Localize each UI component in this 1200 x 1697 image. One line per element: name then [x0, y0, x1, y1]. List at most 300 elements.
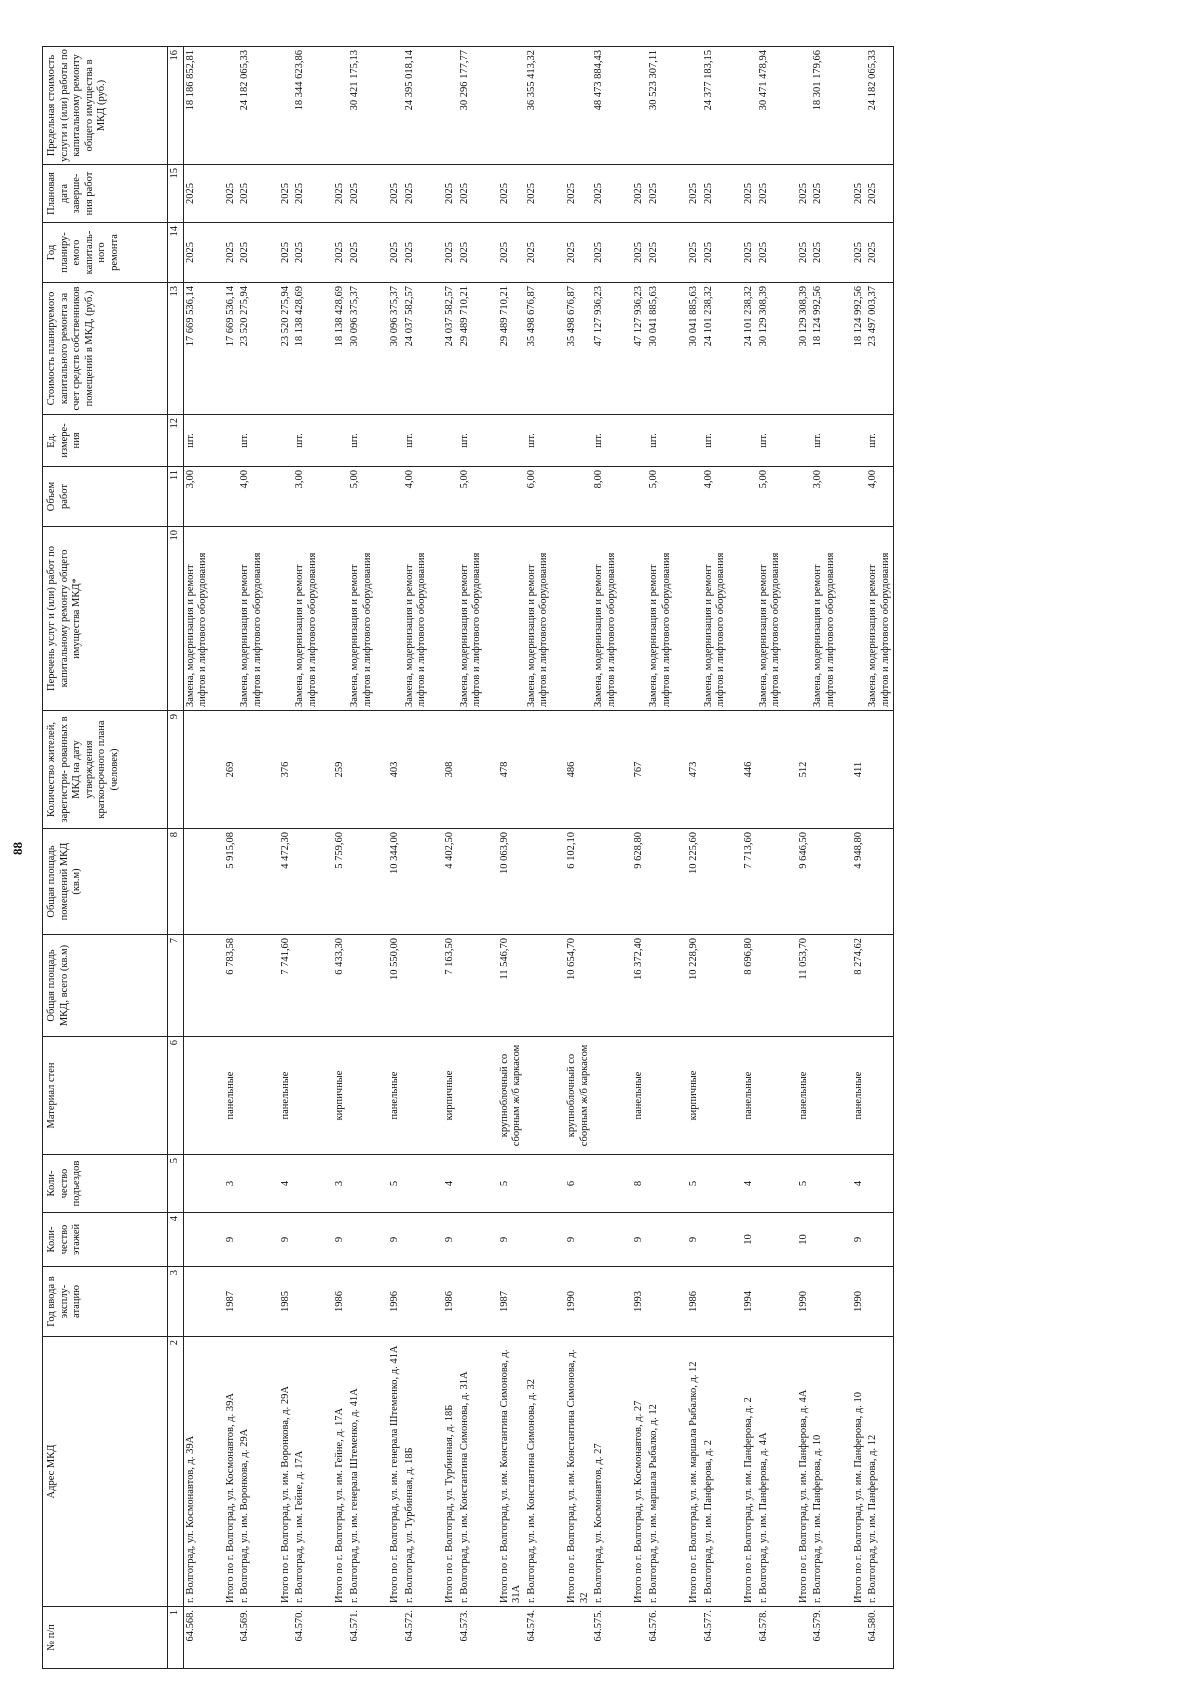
- column-header: Объем работ: [43, 467, 168, 527]
- table-cell: [674, 527, 702, 711]
- table-cell: Итого по г. Волгоград, ул. им. Панферова, д. 10: [839, 1337, 867, 1607]
- table-cell: Итого по г. Волгоград, ул. им. Воронкова, д. 29А: [266, 1337, 294, 1607]
- table-cell: 403: [375, 711, 403, 829]
- table-cell: [293, 935, 320, 1037]
- table-cell: 18 124 992,56: [811, 283, 838, 415]
- table-cell: шт.: [293, 415, 320, 467]
- table-cell: [619, 467, 647, 527]
- table-cell: 9: [839, 1213, 867, 1267]
- table-cell: 9: [266, 1213, 294, 1267]
- table-cell: 486: [552, 711, 592, 829]
- table-cell: 1987: [485, 1267, 525, 1337]
- table-cell: [552, 467, 592, 527]
- table-cell: [757, 711, 784, 829]
- table-cell: 9: [619, 1213, 647, 1267]
- total-row: [485, 47, 525, 1669]
- table-cell: 1986: [674, 1267, 702, 1337]
- table-cell: 2025: [811, 223, 838, 283]
- table-cell: 10: [784, 1213, 812, 1267]
- table-cell: [866, 1213, 894, 1267]
- table-cell: г. Волгоград, ул. им. Панферова, д. 4А: [757, 1337, 784, 1607]
- table-cell: 18 186 852,81: [183, 47, 211, 165]
- column-header: № п/п: [43, 1607, 168, 1669]
- table-cell: 18 138 428,69: [320, 283, 348, 415]
- item-row: [702, 47, 729, 1669]
- table-cell: г. Волгоград, ул. им. Воронкова, д. 29А: [238, 1337, 265, 1607]
- table-cell: 64.570.: [293, 1607, 320, 1669]
- table-cell: [320, 1607, 348, 1669]
- table-cell: 1996: [375, 1267, 403, 1337]
- table-cell: 4,00: [403, 467, 430, 527]
- table-cell: 2025: [729, 223, 757, 283]
- table-cell: [485, 415, 525, 467]
- table-cell: 478: [485, 711, 525, 829]
- page-number: 88: [10, 842, 25, 855]
- table-cell: [647, 1213, 674, 1267]
- table-cell: панельные: [839, 1037, 867, 1155]
- table-cell: [647, 711, 674, 829]
- table-cell: 24 395 018,14: [403, 47, 430, 165]
- table-cell: панельные: [266, 1037, 294, 1155]
- column-number: 8: [168, 829, 184, 935]
- table-cell: [320, 467, 348, 527]
- table-cell: [674, 415, 702, 467]
- table-cell: 2025: [458, 223, 485, 283]
- total-row: [619, 47, 647, 1669]
- table-cell: шт.: [525, 415, 552, 467]
- table-cell: 1990: [784, 1267, 812, 1337]
- table-cell: 446: [729, 711, 757, 829]
- table-cell: [729, 467, 757, 527]
- table-cell: 308: [430, 711, 458, 829]
- table-cell: г. Волгоград, ул. им. маршала Рыбалко, д. 12: [647, 1337, 674, 1607]
- table-cell: 512: [784, 711, 812, 829]
- table-cell: 24 037 582,57: [403, 283, 430, 415]
- table-cell: 1986: [320, 1267, 348, 1337]
- table-cell: крупноблочный со сборным ж/б каркасом: [552, 1037, 592, 1155]
- table-cell: [839, 415, 867, 467]
- table-cell: [458, 829, 485, 935]
- column-header: Общая площадь МКД, всего (кв.м): [43, 935, 168, 1037]
- table-cell: [320, 415, 348, 467]
- table-cell: [375, 467, 403, 527]
- table-cell: г. Волгоград, ул. им. Гейне, д. 17А: [293, 1337, 320, 1607]
- table-cell: 2025: [866, 165, 894, 223]
- table-cell: 4,00: [702, 467, 729, 527]
- table-cell: 64.576.: [647, 1607, 674, 1669]
- column-number: 9: [168, 711, 184, 829]
- table-cell: [238, 1155, 265, 1213]
- table-cell: [238, 935, 265, 1037]
- table-cell: Замена, модернизация и ремонт лифтов и лифтового оборудования: [458, 527, 485, 711]
- table-cell: 24 182 065,33: [238, 47, 265, 165]
- table-cell: Замена, модернизация и ремонт лифтов и лифтового оборудования: [866, 527, 894, 711]
- table-cell: [485, 527, 525, 711]
- table-cell: [552, 527, 592, 711]
- table-cell: 64.573.: [458, 1607, 485, 1669]
- table-cell: 9: [552, 1213, 592, 1267]
- table-cell: 2025: [211, 223, 239, 283]
- table-cell: [458, 935, 485, 1037]
- table-cell: 6,00: [525, 467, 552, 527]
- table-cell: [811, 829, 838, 935]
- table-cell: 2025: [430, 223, 458, 283]
- table-cell: г. Волгоград, ул. им. генерала Штеменко, д. 41А: [348, 1337, 375, 1607]
- table-cell: Итого по г. Волгоград, ул. Космонавтов, д. 27: [619, 1337, 647, 1607]
- table-cell: [619, 527, 647, 711]
- table-cell: г. Волгоград, ул. Турбинная, д. 18Б: [403, 1337, 430, 1607]
- table-cell: [375, 47, 403, 165]
- table-cell: 4: [729, 1155, 757, 1213]
- table-cell: [238, 711, 265, 829]
- table-cell: [552, 47, 592, 165]
- table-cell: [403, 829, 430, 935]
- table-cell: [183, 711, 211, 829]
- table-cell: [866, 1155, 894, 1213]
- table-cell: [647, 829, 674, 935]
- table-cell: Итого по г. Волгоград, ул. Турбинная, д. 18Б: [430, 1337, 458, 1607]
- table-cell: [430, 467, 458, 527]
- item-row: [592, 47, 619, 1669]
- table-cell: 2025: [183, 165, 211, 223]
- table-cell: [375, 1607, 403, 1669]
- table-cell: шт.: [183, 415, 211, 467]
- table-cell: 5: [375, 1155, 403, 1213]
- table-cell: [348, 1213, 375, 1267]
- table-cell: [619, 47, 647, 165]
- table-cell: 10 654,70: [552, 935, 592, 1037]
- table-cell: 376: [266, 711, 294, 829]
- table-cell: [320, 527, 348, 711]
- table-cell: крупноблочный со сборным ж/б каркасом: [485, 1037, 525, 1155]
- table-cell: 30 471 478,94: [757, 47, 784, 165]
- table-cell: [430, 527, 458, 711]
- table-cell: 30 041 885,63: [647, 283, 674, 415]
- table-cell: 30 296 177,77: [458, 47, 485, 165]
- table-cell: 2025: [811, 165, 838, 223]
- table-cell: 10 063,90: [485, 829, 525, 935]
- table-cell: 259: [320, 711, 348, 829]
- column-header: Ед. измере- ния: [43, 415, 168, 467]
- table-cell: 2025: [839, 223, 867, 283]
- table-cell: 2025: [485, 165, 525, 223]
- table-cell: г. Волгоград, ул. Космонавтов, д. 27: [592, 1337, 619, 1607]
- table-cell: 17 669 536,14: [183, 283, 211, 415]
- table-cell: 2025: [266, 223, 294, 283]
- table-cell: 9 646,50: [784, 829, 812, 935]
- table-cell: 8 274,62: [839, 935, 867, 1037]
- table-cell: [458, 1037, 485, 1155]
- table-cell: шт.: [647, 415, 674, 467]
- table-cell: 2025: [183, 223, 211, 283]
- table-cell: [403, 711, 430, 829]
- column-number: 15: [168, 165, 184, 223]
- item-row: [757, 47, 784, 1669]
- table-cell: [430, 1607, 458, 1669]
- table-cell: 9: [485, 1213, 525, 1267]
- table-cell: [430, 415, 458, 467]
- table-cell: Замена, модернизация и ремонт лифтов и лифтового оборудования: [293, 527, 320, 711]
- table-cell: [592, 1267, 619, 1337]
- column-number: 7: [168, 935, 184, 1037]
- column-number: 13: [168, 283, 184, 415]
- table-cell: [183, 829, 211, 935]
- table-cell: [525, 711, 552, 829]
- table-cell: 2025: [238, 165, 265, 223]
- table-cell: [525, 1267, 552, 1337]
- table-cell: [238, 1267, 265, 1337]
- total-row: [320, 47, 348, 1669]
- table-cell: [811, 935, 838, 1037]
- table-cell: кирпичные: [320, 1037, 348, 1155]
- table-cell: [702, 1155, 729, 1213]
- table-cell: г. Волгоград, ул. им. Панферова, д. 2: [702, 1337, 729, 1607]
- table-cell: 18 301 179,66: [811, 47, 838, 165]
- table-cell: 30 523 307,11: [647, 47, 674, 165]
- table-cell: 64.577.: [702, 1607, 729, 1669]
- table-cell: [866, 711, 894, 829]
- table-cell: 7 713,60: [729, 829, 757, 935]
- table-cell: [592, 711, 619, 829]
- total-row: [430, 47, 458, 1669]
- table-cell: [647, 1267, 674, 1337]
- table-cell: 29 489 710,21: [485, 283, 525, 415]
- table-cell: 35 498 676,87: [552, 283, 592, 415]
- table-cell: 7 163,50: [430, 935, 458, 1037]
- table-cell: [266, 415, 294, 467]
- table-cell: [811, 1267, 838, 1337]
- table-cell: 11 053,70: [784, 935, 812, 1037]
- table-cell: [403, 1213, 430, 1267]
- table-cell: [757, 935, 784, 1037]
- table-cell: [458, 1213, 485, 1267]
- table-cell: 2025: [674, 165, 702, 223]
- table-cell: 23 497 003,37: [866, 283, 894, 415]
- total-row: [211, 47, 239, 1669]
- table-cell: [183, 1037, 211, 1155]
- column-number: 6: [168, 1037, 184, 1155]
- item-row: [458, 47, 485, 1669]
- table-cell: 5,00: [458, 467, 485, 527]
- table-cell: шт.: [757, 415, 784, 467]
- table-cell: 5 915,08: [211, 829, 239, 935]
- table-cell: 1986: [430, 1267, 458, 1337]
- table-cell: 8 696,80: [729, 935, 757, 1037]
- table-cell: г. Волгоград, ул. им. Панферова, д. 12: [866, 1337, 894, 1607]
- table-cell: Итого по г. Волгоград, ул. им. Панферова, д. 4А: [784, 1337, 812, 1607]
- column-header: Коли- чество этажей: [43, 1213, 168, 1267]
- table-cell: [784, 1607, 812, 1669]
- table-cell: 2025: [674, 223, 702, 283]
- table-cell: 2025: [647, 223, 674, 283]
- table-cell: [183, 935, 211, 1037]
- table-cell: Замена, модернизация и ремонт лифтов и лифтового оборудования: [647, 527, 674, 711]
- table-cell: 2025: [784, 165, 812, 223]
- table-cell: 2025: [552, 223, 592, 283]
- table-cell: [293, 1213, 320, 1267]
- table-cell: 2025: [757, 165, 784, 223]
- table-cell: 2025: [592, 165, 619, 223]
- table-cell: [525, 935, 552, 1037]
- column-number: 2: [168, 1337, 184, 1607]
- table-cell: [702, 829, 729, 935]
- column-header: Предельная стоимость услуги и (или) работы по капитальному ремонту общего имущества в МКД (руб.): [43, 47, 168, 165]
- column-header: Год планиру- емого капиталь- ного ремонта: [43, 223, 168, 283]
- table-cell: Замена, модернизация и ремонт лифтов и лифтового оборудования: [238, 527, 265, 711]
- table-cell: Замена, модернизация и ремонт лифтов и лифтового оборудования: [592, 527, 619, 711]
- item-row: [348, 47, 375, 1669]
- table-cell: 18 344 623,86: [293, 47, 320, 165]
- table-cell: [348, 1267, 375, 1337]
- table-cell: [403, 1155, 430, 1213]
- table-cell: 2025: [485, 223, 525, 283]
- table-cell: [211, 47, 239, 165]
- table-cell: [866, 935, 894, 1037]
- table-cell: [348, 1155, 375, 1213]
- table-cell: 4,00: [866, 467, 894, 527]
- total-row: [674, 47, 702, 1669]
- table-cell: [757, 829, 784, 935]
- table-cell: 64.579.: [811, 1607, 838, 1669]
- table-cell: 2025: [552, 165, 592, 223]
- item-row: [647, 47, 674, 1669]
- table-cell: 5: [485, 1155, 525, 1213]
- table-cell: 35 498 676,87: [525, 283, 552, 415]
- table-body: [183, 47, 894, 1669]
- table-cell: 3,00: [183, 467, 211, 527]
- table-cell: [702, 935, 729, 1037]
- column-header: Перечень услуг и (или) работ по капитальному ремонту общего имущества МКД*: [43, 527, 168, 711]
- table-cell: 10 344,00: [375, 829, 403, 935]
- table-cell: [211, 1607, 239, 1669]
- table-cell: [183, 1213, 211, 1267]
- table-cell: Замена, модернизация и ремонт лифтов и лифтового оборудования: [403, 527, 430, 711]
- table-cell: Итого по г. Волгоград, ул. им. Константина Симонова, д. 32: [552, 1337, 592, 1607]
- table-cell: [757, 1155, 784, 1213]
- table-cell: 9: [320, 1213, 348, 1267]
- table-cell: [647, 935, 674, 1037]
- table-cell: [757, 1213, 784, 1267]
- table-cell: 4 948,80: [839, 829, 867, 935]
- table-cell: [839, 1607, 867, 1669]
- table-cell: [619, 1607, 647, 1669]
- table-cell: 64.571.: [348, 1607, 375, 1669]
- table-cell: [674, 1607, 702, 1669]
- table-cell: [674, 47, 702, 165]
- table-cell: [866, 1267, 894, 1337]
- table-cell: [238, 1037, 265, 1155]
- table-cell: 1990: [839, 1267, 867, 1337]
- table-cell: 2025: [430, 165, 458, 223]
- table-cell: [525, 1155, 552, 1213]
- table-cell: панельные: [729, 1037, 757, 1155]
- table-cell: 2025: [839, 165, 867, 223]
- table-cell: 2025: [458, 165, 485, 223]
- table-cell: 411: [839, 711, 867, 829]
- item-row: [238, 47, 265, 1669]
- table-cell: 64.568.: [183, 1607, 211, 1669]
- table-cell: 2025: [293, 223, 320, 283]
- table-cell: Замена, модернизация и ремонт лифтов и лифтового оборудования: [757, 527, 784, 711]
- table-cell: 6 102,10: [552, 829, 592, 935]
- table-cell: 10 225,60: [674, 829, 702, 935]
- column-header: Материал стен: [43, 1037, 168, 1155]
- table-cell: 1994: [729, 1267, 757, 1337]
- table-cell: шт.: [238, 415, 265, 467]
- table-cell: 30 129 308,39: [757, 283, 784, 415]
- table-cell: Замена, модернизация и ремонт лифтов и лифтового оборудования: [348, 527, 375, 711]
- column-header: Количество жителей, зарегистри- рованных в МКД на дату утверждения краткосрочного плана (человек): [43, 711, 168, 829]
- table-cell: шт.: [702, 415, 729, 467]
- table-cell: [266, 467, 294, 527]
- table-cell: [647, 1037, 674, 1155]
- table-cell: [293, 711, 320, 829]
- table-cell: 1987: [211, 1267, 239, 1337]
- column-number: 1: [168, 1607, 184, 1669]
- table-cell: 2025: [866, 223, 894, 283]
- table-cell: 2025: [375, 223, 403, 283]
- table-cell: [458, 1267, 485, 1337]
- table-cell: [525, 1213, 552, 1267]
- total-row: [375, 47, 403, 1669]
- table-cell: 10 228,90: [674, 935, 702, 1037]
- column-header: Плановая дата заверше- ния работ: [43, 165, 168, 223]
- table-cell: 473: [674, 711, 702, 829]
- total-row: [784, 47, 812, 1669]
- table-cell: 24 101 238,32: [702, 283, 729, 415]
- table-cell: [647, 1155, 674, 1213]
- table-cell: [784, 415, 812, 467]
- table-cell: [525, 829, 552, 935]
- table-cell: 2025: [320, 223, 348, 283]
- table-cell: 6 783,58: [211, 935, 239, 1037]
- table-cell: 6: [552, 1155, 592, 1213]
- table-cell: [552, 415, 592, 467]
- table-cell: Замена, модернизация и ремонт лифтов и лифтового оборудования: [183, 527, 211, 711]
- table-cell: 64.572.: [403, 1607, 430, 1669]
- table-cell: 48 473 884,43: [592, 47, 619, 165]
- table-cell: 2025: [293, 165, 320, 223]
- table-cell: [375, 527, 403, 711]
- table-cell: [592, 829, 619, 935]
- table-cell: [784, 47, 812, 165]
- table-cell: 36 355 413,32: [525, 47, 552, 165]
- table-cell: Итого по г. Волгоград, ул. им. Панферова, д. 2: [729, 1337, 757, 1607]
- table-cell: 3: [211, 1155, 239, 1213]
- table-cell: [293, 1267, 320, 1337]
- table-cell: 2025: [320, 165, 348, 223]
- column-header: Адрес МКД: [43, 1337, 168, 1607]
- table-cell: 2025: [348, 165, 375, 223]
- table-cell: [403, 1037, 430, 1155]
- column-header: Общая площадь помещений МКД (кв.м): [43, 829, 168, 935]
- table-cell: Итого по г. Волгоград, ул. им. Константина Симонова, д. 31А: [485, 1337, 525, 1607]
- table-cell: 29 489 710,21: [458, 283, 485, 415]
- table-cell: [293, 829, 320, 935]
- table-cell: 30 096 375,37: [375, 283, 403, 415]
- table-cell: 47 127 936,23: [592, 283, 619, 415]
- table-cell: Замена, модернизация и ремонт лифтов и лифтового оборудования: [702, 527, 729, 711]
- table-cell: 30 041 885,63: [674, 283, 702, 415]
- table-cell: 2025: [525, 223, 552, 283]
- table-cell: [757, 1267, 784, 1337]
- item-row: [811, 47, 838, 1669]
- table-cell: кирпичные: [430, 1037, 458, 1155]
- table-cell: Замена, модернизация и ремонт лифтов и лифтового оборудования: [525, 527, 552, 711]
- total-row: [552, 47, 592, 1669]
- item-row: [866, 47, 894, 1669]
- table-cell: 9: [430, 1213, 458, 1267]
